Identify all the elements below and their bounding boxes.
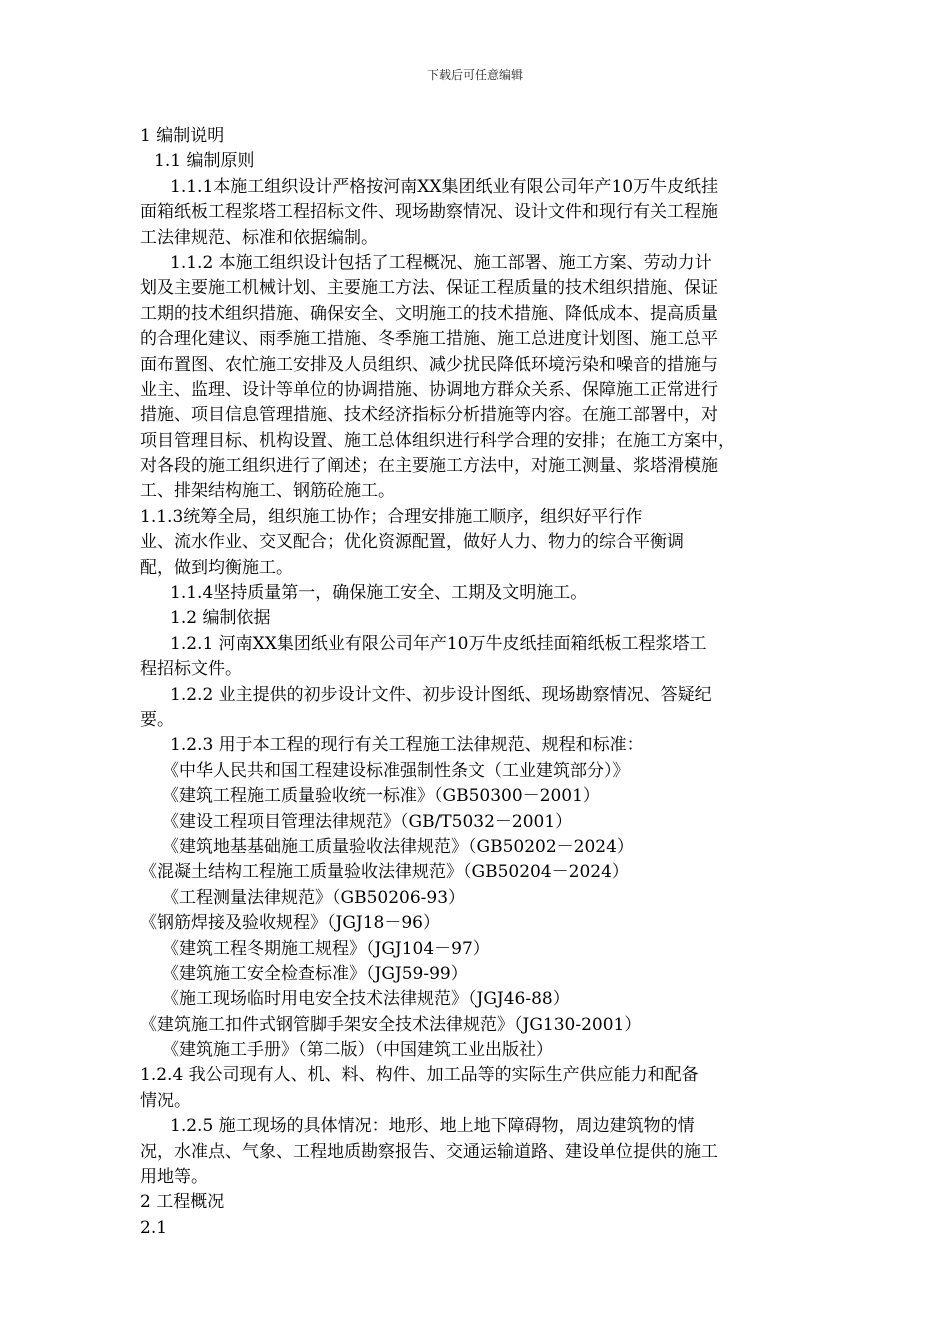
paragraph-line: 面箱纸板工程浆塔工程招标文件、现场勘察情况、设计文件和现行有关工程施 [140,202,718,223]
paragraph-line: 况，水准点、气象、工程地质勘察报告、交通运输道路、建设单位提供的施工 [140,1141,718,1162]
standard-reference: 《建筑施工扣件式钢管脚手架安全技术法律规范》（JG130-2001） [140,1014,642,1035]
standard-reference: 《钢筋焊接及验收规程》（JGJ18－96） [140,913,440,934]
paragraph-line: 配，做到均衡施工。 [140,557,293,578]
section-heading: 2 工程概况 [140,1192,225,1213]
standard-reference: 《建筑工程冬期施工规程》（JGJ104－97） [162,938,490,959]
paragraph-line: 工期的技术组织措施、确保安全、文明施工的技术措施、降低成本、提高质量 [140,303,718,324]
subsection-heading: 2.1 [140,1217,168,1238]
paragraph-line: 1.2.4 我公司现有人、机、料、构件、加工品等的实际生产供应能力和配备 [140,1065,699,1086]
paragraph-line: 程招标文件。 [140,659,242,680]
standard-reference: 《建筑施工手册》（第二版）（中国建筑工业出版社） [162,1040,553,1061]
page-header: 下载后可任意编辑 [426,68,523,82]
paragraph-line: 对各段的施工组织进行了阐述；在主要施工方法中，对施工测量、浆塔滑模施 [140,456,718,477]
paragraph-line: 用地等。 [140,1167,208,1188]
section-heading: 1 编制说明 [140,126,225,146]
paragraph-line: 1.1.2 本施工组织设计包括了工程概况、施工部署、施工方案、劳动力计 [170,252,712,273]
paragraph-line: 1.2.2 业主提供的初步设计文件、初步设计图纸、现场勘察情况、答疑纪 [170,684,712,705]
standard-reference: 《混凝土结构工程施工质量验收法律规范》（GB50204－2024） [140,862,629,883]
paragraph-line: 工法律规范、标准和依据编制。 [140,227,378,248]
standard-reference: 《工程测量法律规范》（GB50206-93） [162,887,466,908]
standard-reference: 《建筑施工安全检查标准》（JGJ59-99） [162,963,468,984]
paragraph-line: 1.2.5 施工现场的具体情况：地形、地上地下障碍物，周边建筑物的情 [170,1116,695,1137]
paragraph-line: 业、流水作业、交叉配合；优化资源配置，做好人力、物力的综合平衡调 [140,532,684,553]
paragraph-line: 面布置图、农忙施工安排及人员组织、减少扰民降低环境污染和噪音的措施与 [140,354,718,375]
standard-reference: 《建筑地基基础施工质量验收法律规范》（GB50202－2024） [162,836,634,857]
standard-reference: 《施工现场临时用电安全技术法律规范》（JGJ46-88） [162,989,570,1010]
paragraph-line: 1.1.3统筹全局，组织施工协作；合理安排施工顺序，组织好平行作 [140,506,643,527]
paragraph-line: 业主、监理、设计等单位的协调措施、协调地方群众关系、保障施工正常进行 [140,379,718,400]
paragraph-line: 情况。 [140,1090,191,1111]
subsection-heading: 1.1 编制原则 [154,151,255,172]
standard-reference: 《建设工程项目管理法律规范》（GB/T5032－2001） [162,811,573,832]
standard-reference: 《中华人民共和国工程建设标准强制性条文（工业建筑部分）》 [162,760,630,781]
paragraph-line: 要。 [140,709,174,730]
paragraph-line: 工、排架结构施工、钢筋砼施工。 [140,481,395,502]
standard-reference: 《建筑工程施工质量验收统一标准》（GB50300－2001） [162,786,600,807]
paragraph-line: 1.1.1本施工组织设计严格按河南XX集团纸业有限公司年产10万牛皮纸挂 [170,176,719,197]
paragraph-line: 措施、项目信息管理措施、技术经济指标分析措施等内容。在施工部署中，对 [140,405,718,426]
paragraph-line: 1.2.3 用于本工程的现行有关工程施工法律规范、规程和标准： [170,735,644,756]
paragraph-line: 划及主要施工机械计划、主要施工方法、保证工程质量的技术组织措施、保证 [140,278,718,299]
document-body [140,124,830,1241]
paragraph-line: 的合理化建议、雨季施工措施、冬季施工措施、施工总进度计划图、施工总平 [140,329,718,350]
subsection-heading: 1.2 编制依据 [170,608,271,629]
paragraph-line: 1.2.1 河南XX集团纸业有限公司年产10万牛皮纸挂面箱纸板工程浆塔工 [170,633,707,654]
paragraph-line: 1.1.4坚持质量第一，确保施工安全、工期及文明施工。 [170,583,588,604]
paragraph-line: 项目管理目标、机构设置、施工总体组织进行科学合理的安排；在施工方案中， [140,430,735,451]
